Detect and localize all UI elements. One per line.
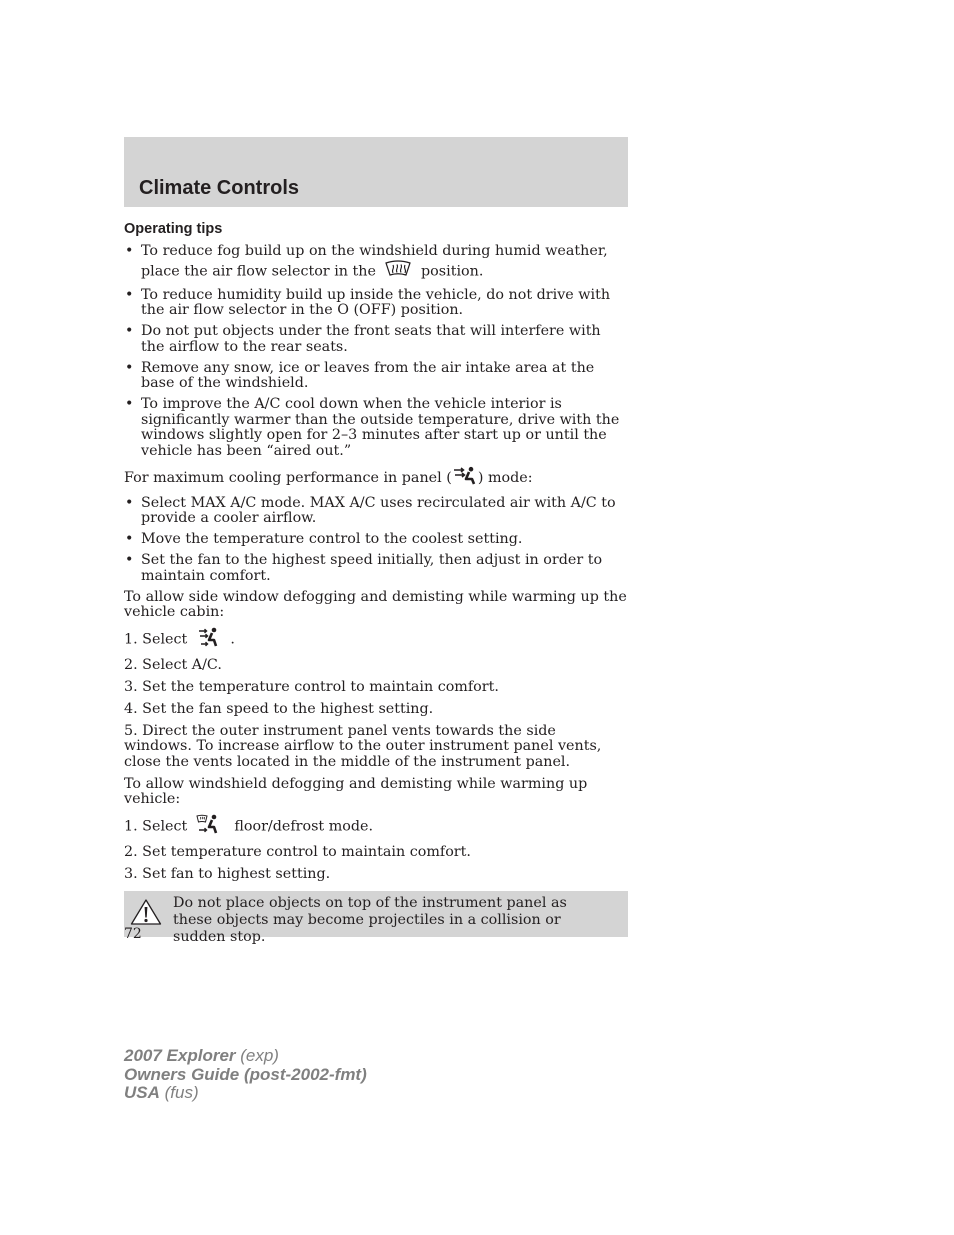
list-item: • To reduce humidity build up inside the vehicle, do not drive with the air flow selector in the O (OFF) position.: [124, 288, 628, 319]
list-item: • Remove any snow, ice or leaves from the air intake area at the base of the windshield.: [124, 361, 628, 392]
page-content: [124, 220, 628, 945]
windshield-step-3: 3. Set fan to highest setting.: [124, 865, 331, 882]
windshield-step-2: 2. Set temperature control to maintain comfort.: [124, 843, 471, 860]
side-window-step-3: 3. Set the temperature control to maintain comfort.: [124, 678, 499, 695]
list-item: • To improve the A/C cool down when the vehicle interior is significantly warmer than the outside temperature, drive with the windows slightly open for 2–3 minutes after start up or until the vehicle has been “aired out.”: [124, 397, 628, 459]
defrost-icon: [384, 260, 412, 283]
panel-floor-icon: [198, 627, 220, 652]
page-number: 72: [124, 926, 142, 942]
footer-line-3: USA (fus): [124, 1083, 199, 1102]
footer-line-2: Owners Guide (post-2002-fmt): [124, 1064, 367, 1084]
windshield-intro: To allow windshield defogging and demisting while warming up vehicle:: [124, 775, 588, 807]
list-item: • To reduce fog build up on the windshield during humid weather, place the air flow selector in the position.: [124, 244, 628, 282]
list-item: • Move the temperature control to the coolest setting.: [124, 532, 628, 548]
warning-text: Do not place objects on top of the instrument panel as these objects may become projectiles in a collision or sudden stop.: [173, 895, 567, 945]
max-cooling-intro: For maximum cooling performance in panel ( ) mode:: [124, 466, 628, 490]
tips-list: [124, 244, 628, 459]
side-window-step-1: 1. Select .: [124, 627, 628, 652]
subhead-operating-tips: Operating tips: [124, 221, 223, 237]
side-window-step-5: 5. Direct the outer instrument panel vents towards the side windows. To increase airflow to the outer instrument panel vents, close the vents located in the middle of the instrument panel.: [124, 722, 602, 770]
panel-vent-icon: [452, 466, 478, 490]
max-cooling-list: [124, 496, 628, 585]
windshield-step-1: 1. Select floor/defrost mode.: [124, 814, 628, 839]
list-item: • Set the fan to the highest speed initially, then adjust in order to maintain comfort.: [124, 553, 628, 584]
section-header-band: [124, 137, 628, 207]
side-window-intro: To allow side window defogging and demisting while warming up the vehicle cabin:: [124, 588, 627, 620]
footer-line-1: 2007 Explorer (exp): [124, 1046, 279, 1065]
list-item: • Select MAX A/C mode. MAX A/C uses recirculated air with A/C to provide a cooler airflow.: [124, 496, 628, 527]
list-item: • Do not put objects under the front seats that will interfere with the airflow to the rear seats.: [124, 324, 628, 355]
warning-box: [124, 891, 628, 945]
side-window-step-2: 2. Select A/C.: [124, 656, 222, 673]
section-title: Climate Controls: [139, 177, 300, 199]
document-footer: [124, 1047, 367, 1103]
side-window-step-4: 4. Set the fan speed to the highest setting.: [124, 700, 434, 717]
floor-defrost-icon: [196, 814, 220, 839]
